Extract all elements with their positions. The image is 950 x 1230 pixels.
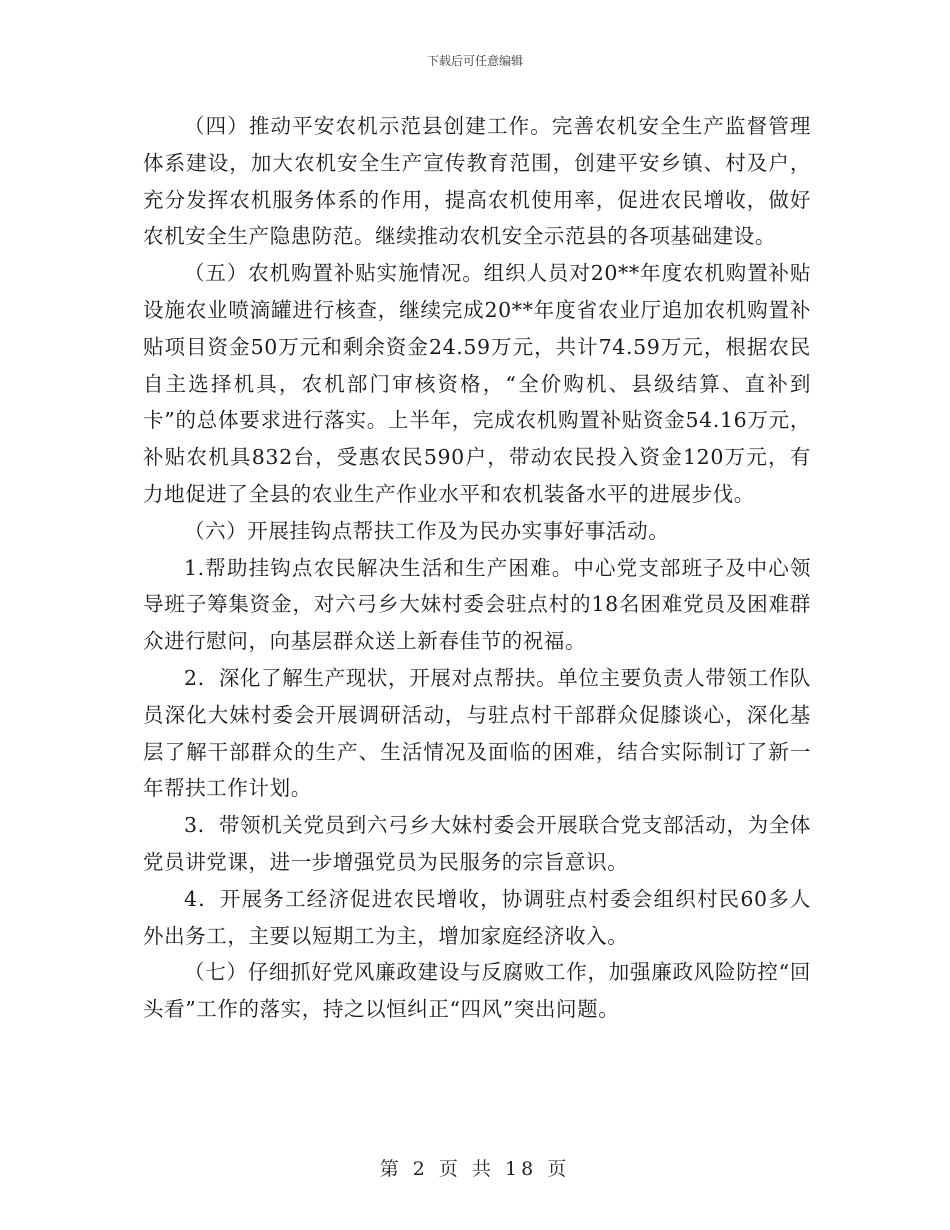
page-header: 下载后可任意编辑 <box>426 54 523 68</box>
paragraph-6-1: 1.帮助挂钩点农民解决生活和生产困难。中心党支部班子及中心领导班子筹集资金，对六弓乡大妹村委会驻点村的18名困难党员及困难群众进行慰问，向基层群众送上新春佳节的祝福。 <box>143 555 811 654</box>
paragraph-5: （五）农机购置补贴实施情况。组织人员对20**年度农机购置补贴设施农业喷滴罐进行核查，继续完成20**年度省农业厅追加农机购置补贴项目资金50万元和剩余资金24.59万元，共计74.59万元，根据农民自主选择机具，农机部门审核资格，“全价购机、县级结算、直补到卡”的总体要求进行落实。上半年，完成农机购置补贴资金54.16万元，补贴农机具832台，受惠农民590户，带动农民投入资金120万元，有力地促进了全县的农业生产作业水平和农机装备水平的进展步伐。 <box>143 261 811 506</box>
document-body <box>143 108 811 1028</box>
paragraph-6-3: 3．带领机关党员到六弓乡大妹村委会开展联合党支部活动，为全体党员讲党课，进一步增强党员为民服务的宗旨意识。 <box>143 813 811 874</box>
paragraph-6-2: 2．深化了解生产现状，开展对点帮扶。单位主要负责人带领工作队员深化大妹村委会开展调研活动，与驻点村干部群众促膝谈心，深化基层了解干部群众的生产、生活情况及面临的困难，结合实际制订了新一年帮扶工作计划。 <box>143 665 811 801</box>
paragraph-6-4: 4．开展务工经济促进农民增收，协调驻点村委会组织村民60多人外出务工，主要以短期工为主，增加家庭经济收入。 <box>143 886 811 948</box>
paragraph-4: （四）推动平安农机示范县创建工作。完善农机安全生产监督管理体系建设，加大农机安全生产宣传教育范围，创建平安乡镇、村及户，充分发挥农机服务体系的作用，提高农机使用率，促进农民增收，做好农机安全生产隐患防范。继续推动农机安全示范县的各项基础建设。 <box>143 114 811 249</box>
paragraph-7: （七）仔细抓好党风廉政建设与反腐败工作，加强廉政风险防控“回头看”工作的落实，持之以恒纠正“四风”突出问题。 <box>143 960 811 1022</box>
paragraph-6: （六）开展挂钩点帮扶工作及为民办实事好事活动。 <box>184 518 670 543</box>
page-footer: 第 2 页 共 18 页 <box>379 1158 571 1180</box>
